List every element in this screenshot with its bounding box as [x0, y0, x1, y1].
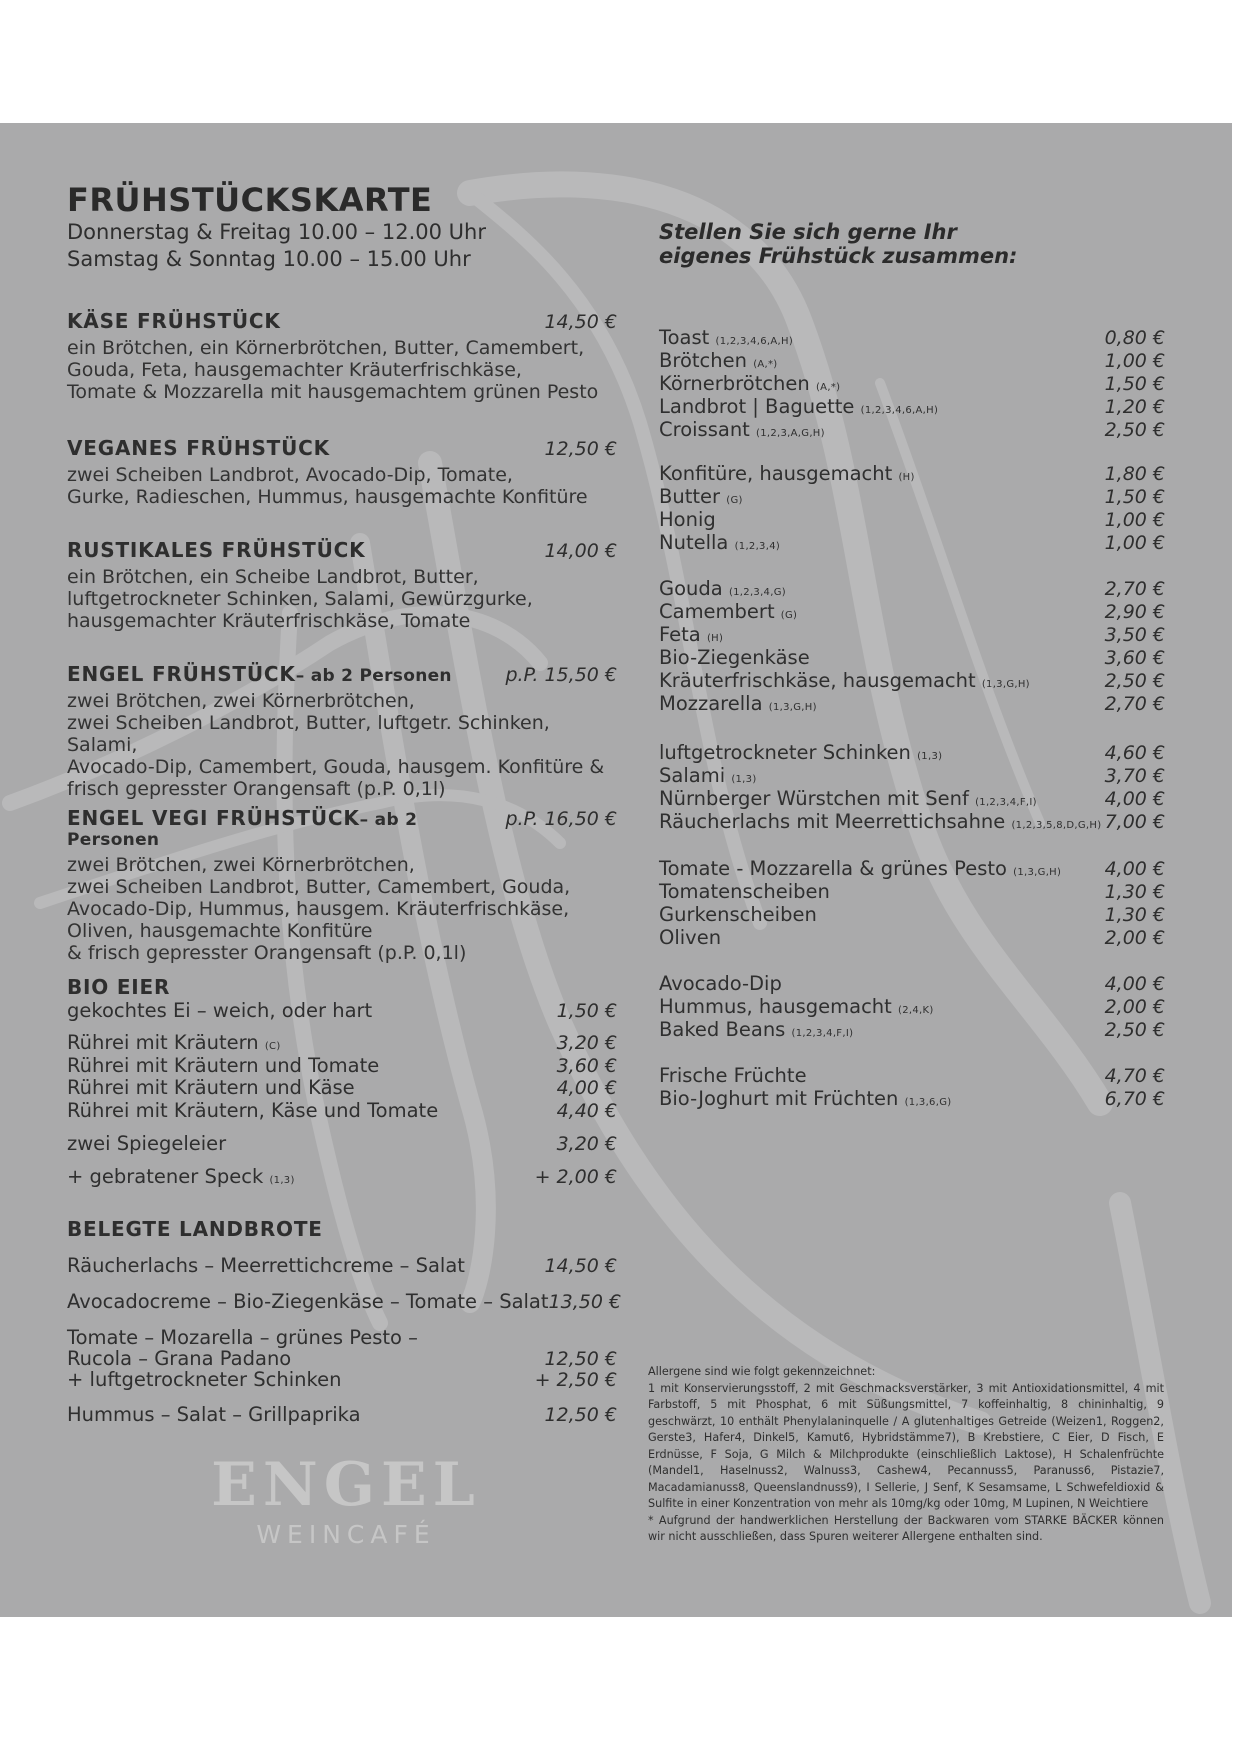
- breakfast-name: KÄSE FRÜHSTÜCK: [67, 309, 281, 333]
- breakfast-name: VEGANES FRÜHSTÜCK: [67, 436, 330, 460]
- extra-item: [659, 857, 1165, 880]
- extra-item-label: [659, 857, 1061, 880]
- extra-item-price: 2,50 €: [1104, 419, 1165, 441]
- desc-line: ein Brötchen, ein Scheibe Landbrot, Butter,: [67, 566, 479, 588]
- allergen-code: (1,3): [731, 774, 757, 785]
- item-label: Honig: [659, 508, 716, 531]
- allergen-code: (G): [726, 495, 743, 506]
- allergen-code: (1,2,3,5,8,D,G,H): [1011, 820, 1102, 831]
- breakfast-description: [67, 464, 617, 508]
- extra-item-label: [659, 810, 1101, 833]
- extra-item-price: 6,70 €: [1104, 1088, 1165, 1110]
- item-label: Baked Beans: [659, 1018, 786, 1041]
- extra-item: [659, 926, 1165, 949]
- extra-item-label: [659, 600, 797, 623]
- extra-item-price: 2,70 €: [1104, 578, 1165, 600]
- extra-item-label: [659, 1018, 853, 1041]
- item-label: Kräuterfrischkäse, hausgemacht: [659, 669, 976, 692]
- item-price: + 2,00 €: [534, 1166, 617, 1188]
- desc-line: Oliven, hausgemachte Konfitüre: [67, 920, 373, 942]
- egg-item: [67, 1099, 617, 1122]
- extra-item-label: [659, 995, 934, 1018]
- landbrote-heading: BELEGTE LANDBROTE: [67, 1217, 323, 1241]
- item-label: Oliven: [659, 926, 722, 949]
- extra-item-price: 4,60 €: [1104, 742, 1165, 764]
- menu-title: FRÜHSTÜCKSKARTE: [67, 181, 433, 219]
- allergen-code: (1,3,G,H): [1013, 867, 1062, 878]
- desc-line: hausgemachter Kräuterfrischkäse, Tomate: [67, 610, 471, 632]
- landbrot-item: [67, 1347, 617, 1370]
- extra-item: [659, 669, 1165, 692]
- item-price: 3,20 €: [556, 1133, 617, 1155]
- allergen-code: (1,3): [269, 1175, 295, 1186]
- extra-item-price: 1,80 €: [1104, 463, 1165, 485]
- logo-wordmark: ENGEL: [211, 1450, 481, 1520]
- item-price: 3,20 €: [556, 1032, 617, 1054]
- desc-line: zwei Scheiben Landbrot, Butter, Camembert, Gouda,: [67, 876, 571, 898]
- egg-item: [67, 1076, 617, 1099]
- item-label: zwei Spiegeleier: [67, 1132, 227, 1155]
- landbrot-item: [67, 1368, 617, 1391]
- extra-item-price: 3,60 €: [1104, 647, 1165, 669]
- allergen-code: (1,2,3,4,F,I): [975, 797, 1037, 808]
- extra-item-label: [659, 692, 817, 715]
- extra-item-label: [659, 623, 723, 646]
- extra-item: [659, 508, 1165, 531]
- item-label: Rührei mit Kräutern und Käse: [67, 1076, 355, 1099]
- extra-item: [659, 692, 1165, 715]
- extra-item-label: [659, 972, 782, 995]
- landbrot-item: [67, 1403, 617, 1426]
- breakfast-price: p.P. 16,50 €: [505, 808, 617, 830]
- allergen-code: (1,2,3,4,6,A,H): [860, 405, 939, 416]
- allergen-code: (A,*): [815, 382, 841, 393]
- breakfast-name-suffix: – ab 2 Personen: [295, 666, 452, 686]
- allergen-code: (1,2,3,A,G,H): [756, 428, 825, 439]
- allergen-code: (1,3,G,H): [981, 679, 1030, 690]
- breakfast-engel: [67, 662, 617, 800]
- extra-item-price: 2,50 €: [1104, 1019, 1165, 1041]
- extra-item-label: [659, 669, 1030, 692]
- extra-item-label: [659, 349, 778, 372]
- breakfast-description: [67, 690, 617, 800]
- egg-item: [67, 1031, 617, 1054]
- extra-item: [659, 531, 1165, 554]
- hours-line: Samstag & Sonntag 10.00 – 15.00 Uhr: [67, 247, 471, 271]
- landbrot-item: [67, 1254, 617, 1277]
- desc-line: Avocado-Dip, Hummus, hausgem. Kräuterfrischkäse,: [67, 898, 570, 920]
- desc-line: & frisch gepresster Orangensaft (p.P. 0,1l): [67, 942, 467, 964]
- item-price: 14,50 €: [544, 1255, 617, 1277]
- extra-item-price: 1,50 €: [1104, 486, 1165, 508]
- extra-item-price: 4,00 €: [1104, 858, 1165, 880]
- breakfast-name-text: ENGEL FRÜHSTÜCK: [67, 662, 296, 686]
- extra-item-price: 2,00 €: [1104, 927, 1165, 949]
- item-label: Tomate - Mozzarella & grünes Pesto: [659, 857, 1007, 880]
- extra-item: [659, 810, 1165, 833]
- breakfast-name-text: ENGEL VEGI FRÜHSTÜCK: [67, 806, 360, 830]
- breakfast-name: [67, 662, 452, 686]
- extra-item-price: 2,90 €: [1104, 601, 1165, 623]
- extra-item-label: [659, 418, 825, 441]
- item-price: 4,00 €: [556, 1077, 617, 1099]
- extra-item-label: [659, 508, 716, 531]
- item-label: Avocadocreme – Bio-Ziegenkäse – Tomate – Salat: [67, 1290, 549, 1313]
- intro-line: Stellen Sie sich gerne Ihr: [659, 220, 957, 244]
- item-label: Tomatenscheiben: [659, 880, 830, 903]
- item-label: Rührei mit Kräutern, Käse und Tomate: [67, 1099, 439, 1122]
- extra-item: [659, 623, 1165, 646]
- extra-item-price: 0,80 €: [1104, 327, 1165, 349]
- item-label: Nürnberger Würstchen mit Senf: [659, 787, 969, 810]
- item-label: Feta: [659, 623, 701, 646]
- extra-item: [659, 326, 1165, 349]
- extra-item: [659, 972, 1165, 995]
- item-label: Hummus – Salat – Grillpaprika: [67, 1403, 361, 1426]
- extra-item-label: [659, 1064, 807, 1087]
- item-price: 4,40 €: [556, 1100, 617, 1122]
- extra-item-price: 1,00 €: [1104, 350, 1165, 372]
- allergen-code: (H): [898, 472, 915, 483]
- item-label: Frische Früchte: [659, 1064, 807, 1087]
- extra-item-price: 4,70 €: [1104, 1065, 1165, 1087]
- intro-line: eigenes Frühstück zusammen:: [659, 244, 1018, 268]
- extra-item: [659, 577, 1165, 600]
- extra-item: [659, 787, 1165, 810]
- extra-item-label: [659, 646, 810, 669]
- item-price: 12,50 €: [544, 1404, 617, 1426]
- desc-line: luftgetrockneter Schinken, Salami, Gewürzgurke,: [67, 588, 533, 610]
- desc-line: Tomate & Mozzarella mit hausgemachtem grünen Pesto: [67, 381, 599, 403]
- item-label: luftgetrockneter Schinken: [659, 741, 911, 764]
- item-price: 3,60 €: [556, 1055, 617, 1077]
- allergen-heading: Allergene sind wie folgt gekennzeichnet:: [648, 1365, 876, 1378]
- egg-item: [67, 1165, 617, 1188]
- item-price: 13,50 €: [548, 1291, 622, 1313]
- item-label: Salami: [659, 764, 726, 787]
- desc-line: zwei Brötchen, zwei Körnerbrötchen,: [67, 854, 415, 876]
- item-label: Camembert: [659, 600, 775, 623]
- allergen-note: * Aufgrund der handwerklichen Herstellung der Backwaren vom STARKE BÄCKER können wir nicht ausschließen, dass Spuren weiterer Allergene enthalten sind.: [648, 1513, 1164, 1543]
- desc-line: Avocado-Dip, Camembert, Gouda, hausgem. Konfitüre &: [67, 756, 605, 778]
- extra-item-label: [659, 926, 721, 949]
- allergen-code: (G): [780, 610, 798, 621]
- extra-item-price: 2,50 €: [1104, 670, 1165, 692]
- extra-item: [659, 1064, 1165, 1087]
- extra-item-price: 2,70 €: [1104, 693, 1165, 715]
- extra-item-price: 2,00 €: [1104, 996, 1165, 1018]
- extra-item-price: 4,00 €: [1104, 788, 1165, 810]
- extra-item-price: 1,00 €: [1104, 509, 1165, 531]
- extra-item: [659, 741, 1165, 764]
- extra-item: [659, 646, 1165, 669]
- breakfast-name: RUSTIKALES FRÜHSTÜCK: [67, 538, 366, 562]
- extra-item: [659, 372, 1165, 395]
- item-label: Gurkenscheiben: [659, 903, 817, 926]
- extra-item: [659, 995, 1165, 1018]
- item-label: Butter: [659, 485, 721, 508]
- item-label: Croissant: [659, 418, 750, 441]
- extra-item-price: 1,30 €: [1104, 904, 1165, 926]
- desc-line: ein Brötchen, ein Körnerbrötchen, Butter, Camembert,: [67, 337, 585, 359]
- extra-item-label: [659, 741, 942, 764]
- item-label: Rührei mit Kräutern und Tomate: [67, 1054, 380, 1077]
- item-label: gekochtes Ei – weich, oder hart: [67, 999, 373, 1022]
- item-label: Körnerbrötchen: [659, 372, 810, 395]
- desc-line: Gouda, Feta, hausgemachter Kräuterfrischkäse,: [67, 359, 522, 381]
- extra-item: [659, 418, 1165, 441]
- allergen-code: (1,3,6,G): [904, 1097, 952, 1108]
- extra-item: [659, 395, 1165, 418]
- eggs-heading: BIO EIER: [67, 975, 171, 999]
- extra-item-label: [659, 880, 830, 903]
- item-label: Landbrot | Baguette: [659, 395, 855, 418]
- breakfast-description: [67, 854, 617, 964]
- breakfast-name: [67, 806, 505, 850]
- extra-item-price: 1,30 €: [1104, 881, 1165, 903]
- item-label: Avocado-Dip: [659, 972, 782, 995]
- breakfast-price: 12,50 €: [544, 438, 617, 460]
- extra-item-label: [659, 577, 786, 600]
- item-price: 12,50 €: [544, 1348, 617, 1370]
- breakfast-name-suffix: – ab 2 Personen: [67, 810, 418, 850]
- extra-item-label: [659, 395, 938, 418]
- allergen-code: (2,4,K): [898, 1005, 934, 1016]
- item-label: Hummus, hausgemacht: [659, 995, 892, 1018]
- item-label: + gebratener Speck: [67, 1165, 264, 1188]
- extra-item-label: [659, 764, 757, 787]
- item-label: Rührei mit Kräutern: [67, 1031, 259, 1054]
- landbrot-item: [67, 1326, 617, 1349]
- allergen-code: (1,3): [917, 751, 943, 762]
- item-label: Räucherlachs – Meerrettichcreme – Salat: [67, 1254, 465, 1277]
- extra-item-price: 3,50 €: [1104, 624, 1165, 646]
- landbrot-item: [67, 1290, 622, 1313]
- desc-line: zwei Scheiben Landbrot, Avocado-Dip, Tomate,: [67, 464, 513, 486]
- egg-item: [67, 1132, 617, 1155]
- allergen-code: (1,3,G,H): [768, 702, 817, 713]
- breakfast-price: p.P. 15,50 €: [505, 664, 617, 686]
- extra-item-label: [659, 372, 840, 395]
- extra-item-label: [659, 485, 743, 508]
- allergen-code: (1,2,3,4,6,A,H): [715, 336, 794, 347]
- item-label: Toast: [659, 326, 710, 349]
- extra-item-price: 4,00 €: [1104, 973, 1165, 995]
- item-label: Brötchen: [659, 349, 747, 372]
- breakfast-rustikal: [67, 538, 617, 632]
- extra-item-label: [659, 1087, 951, 1110]
- breakfast-vegan: [67, 436, 617, 508]
- allergen-code: (C): [264, 1041, 281, 1052]
- item-label: Rucola – Grana Padano: [67, 1347, 292, 1370]
- allergen-code: (1,2,3,4,G): [728, 587, 786, 598]
- extra-item-price: 1,00 €: [1104, 532, 1165, 554]
- item-label: Tomate – Mozarella – grünes Pesto –: [67, 1326, 418, 1349]
- item-price: 1,50 €: [556, 1000, 617, 1022]
- extra-item: [659, 462, 1165, 485]
- extra-item-price: 3,70 €: [1104, 765, 1165, 787]
- extra-item-price: 1,20 €: [1104, 396, 1165, 418]
- extra-item-label: [659, 531, 780, 554]
- allergen-text: 1 mit Konservierungsstoff, 2 mit Geschmacksverstärker, 3 mit Antioxidationsmittel, 4 mit Farbstoff, 5 mit Phosphat, 6 mit Süßungsmittel, 7 koffeinhaltig, 8 chininhaltig, 9 geschwärzt, 10 enthält Phenylalaninquelle / A glutenhaltiges Getreide (Weizen1, Roggen2, Gerste3, Hafer4, Dinkel5, Kamut6, Hybridstämme7), B Krebstiere, C Eier, D Fisch, E Erdnüsse, F Soja, G Milch & Milchprodukte (einschließlich Laktose), H Schalenfrüchte (Mandel1, Haselnuss2, Walnuss3, Cashew4, Pecannuss5, Paranuss6, Pistazie7, Macadamianuss8, Queenslandnuss9), I Sellerie, J Senf, K Sesamsame, L Schwefeldioxid & Sulfite in einer Konzentration von mehr als 10mg/kg oder 10mg, M Lupinen, N Weichtiere: [648, 1381, 1164, 1510]
- breakfast-price: 14,50 €: [544, 311, 617, 333]
- extra-item: [659, 349, 1165, 372]
- extra-item: [659, 1087, 1165, 1110]
- opening-hours: [67, 219, 486, 273]
- allergen-code: (1,2,3,4): [734, 541, 781, 552]
- egg-item: [67, 1054, 617, 1077]
- extra-item-label: [659, 462, 915, 485]
- item-label: Konfitüre, hausgemacht: [659, 462, 893, 485]
- breakfast-description: [67, 337, 617, 403]
- item-label: Bio-Ziegenkäse: [659, 646, 810, 669]
- breakfast-kaese: [67, 309, 617, 403]
- item-label: Mozzarella: [659, 692, 763, 715]
- extra-item-label: [659, 326, 793, 349]
- item-label: Räucherlachs mit Meerrettichsahne: [659, 810, 1006, 833]
- item-price: + 2,50 €: [534, 1369, 617, 1391]
- egg-item: [67, 999, 617, 1022]
- allergen-info: [648, 1364, 1164, 1546]
- hours-line: Donnerstag & Freitag 10.00 – 12.00 Uhr: [67, 220, 486, 244]
- item-label: Gouda: [659, 577, 723, 600]
- allergen-code: (H): [706, 633, 724, 644]
- desc-line: frisch gepresster Orangensaft (p.P. 0,1l): [67, 778, 446, 800]
- breakfast-engel-vegi: [67, 806, 617, 964]
- extra-item-price: 7,00 €: [1104, 811, 1165, 833]
- allergen-code: (1,2,3,4,F,I): [791, 1028, 854, 1039]
- extra-item: [659, 1018, 1165, 1041]
- item-label: Bio-Joghurt mit Früchten: [659, 1087, 899, 1110]
- item-label: Nutella: [659, 531, 729, 554]
- extra-item-label: [659, 903, 817, 926]
- extra-item: [659, 903, 1165, 926]
- breakfast-price: 14,00 €: [544, 540, 617, 562]
- build-your-own-intro: [659, 220, 1017, 268]
- desc-line: zwei Brötchen, zwei Körnerbrötchen,: [67, 690, 415, 712]
- item-label: + luftgetrockneter Schinken: [67, 1368, 342, 1391]
- extra-item: [659, 764, 1165, 787]
- extra-item: [659, 880, 1165, 903]
- engel-logo: [196, 1450, 496, 1549]
- extra-item-label: [659, 787, 1037, 810]
- extra-item: [659, 485, 1165, 508]
- logo-subtitle: WEINCAFÉ: [256, 1520, 436, 1549]
- allergen-code: (A,*): [753, 359, 778, 370]
- breakfast-description: [67, 566, 617, 632]
- extra-item: [659, 600, 1165, 623]
- desc-line: Gurke, Radieschen, Hummus, hausgemachte Konfitüre: [67, 486, 588, 508]
- desc-line: zwei Scheiben Landbrot, Butter, luftgetr. Schinken, Salami,: [67, 712, 550, 756]
- extra-item-price: 1,50 €: [1104, 373, 1165, 395]
